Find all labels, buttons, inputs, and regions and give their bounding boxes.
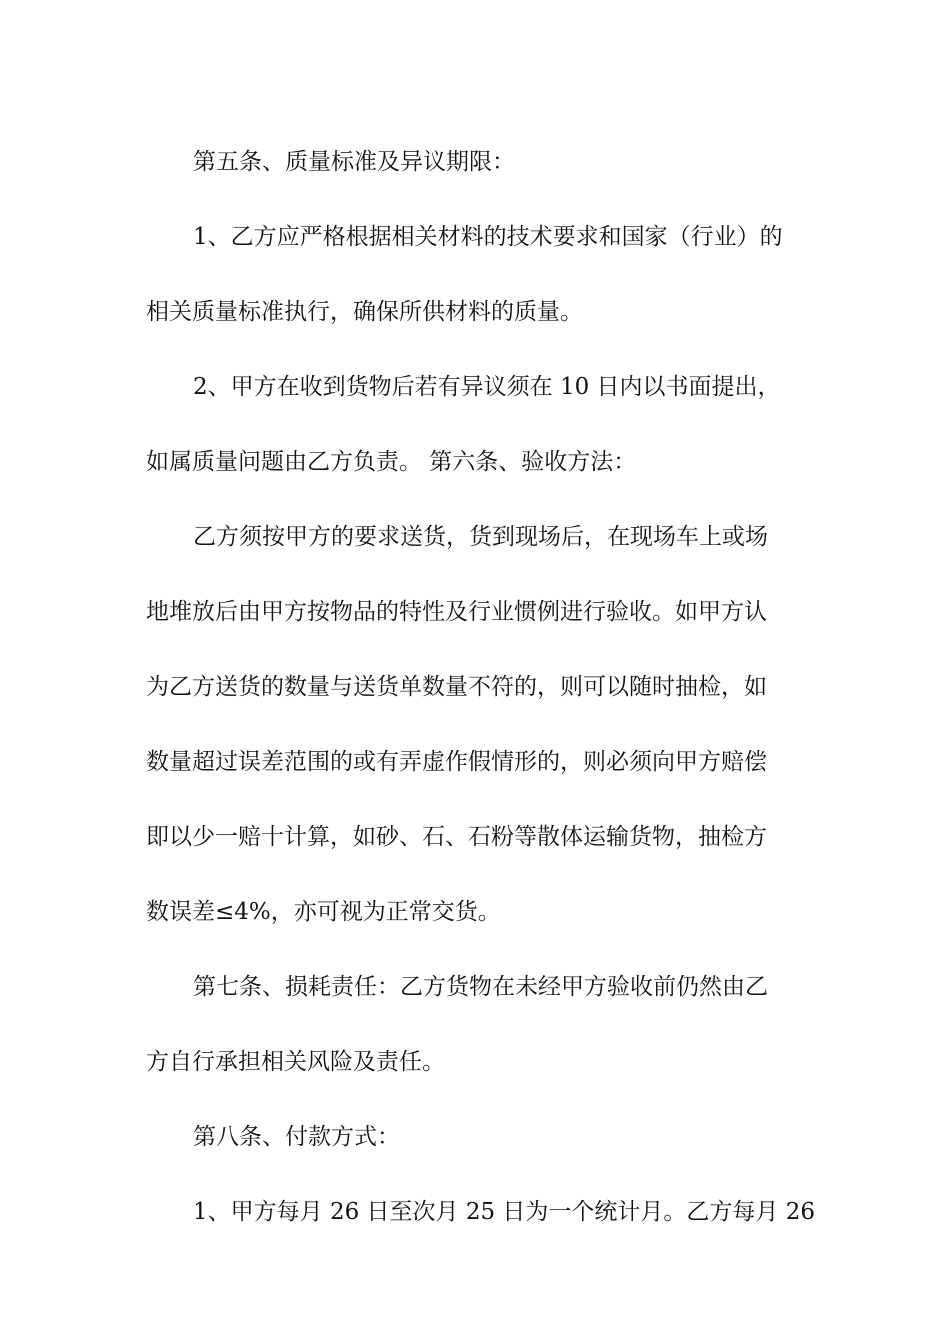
- clause-5-item-2-line-2: 如属质量问题由乙方负责。 第六条、验收方法：: [146, 449, 637, 475]
- clause-5-item-1-line-1: 1、乙方应严格根据相关材料的技术要求和国家（行业）的: [193, 224, 783, 250]
- clause-6-paragraph-line-3: 为乙方送货的数量与送货单数量不符的，则可以随时抽检，如: [146, 674, 767, 700]
- clause-8-heading: 第八条、付款方式：: [193, 1124, 400, 1150]
- clause-6-paragraph-line-4: 数量超过误差范围的或有弄虚作假情形的，则必须向甲方赔偿: [146, 749, 767, 775]
- clause-6-paragraph-line-5: 即以少一赔十计算，如砂、石、石粉等散体运输货物，抽检方: [146, 824, 767, 850]
- clause-7-line-2: 方自行承担相关风险及责任。: [146, 1049, 445, 1075]
- clause-8-item-1-line-1: 1、甲方每月 26 日至次月 25 日为一个统计月。乙方每月 26: [193, 1199, 815, 1225]
- clause-6-paragraph-line-6: 数误差≤4%，亦可视为正常交货。: [146, 899, 501, 925]
- document-body: [146, 125, 815, 1250]
- clause-5-item-2-line-1: 2、甲方在收到货物后若有异议须在 10 日内以书面提出，: [193, 374, 781, 400]
- clause-5-item-1-line-2: 相关质量标准执行，确保所供材料的质量。: [146, 299, 583, 325]
- clause-7-line-1: 第七条、损耗责任：乙方货物在未经甲方验收前仍然由乙: [193, 974, 768, 1000]
- clause-6-paragraph-line-1: 乙方须按甲方的要求送货，货到现场后，在现场车上或场: [193, 524, 768, 550]
- clause-6-paragraph-line-2: 地堆放后由甲方按物品的特性及行业惯例进行验收。如甲方认: [146, 599, 767, 625]
- clause-5-heading: 第五条、质量标准及异议期限：: [193, 149, 515, 175]
